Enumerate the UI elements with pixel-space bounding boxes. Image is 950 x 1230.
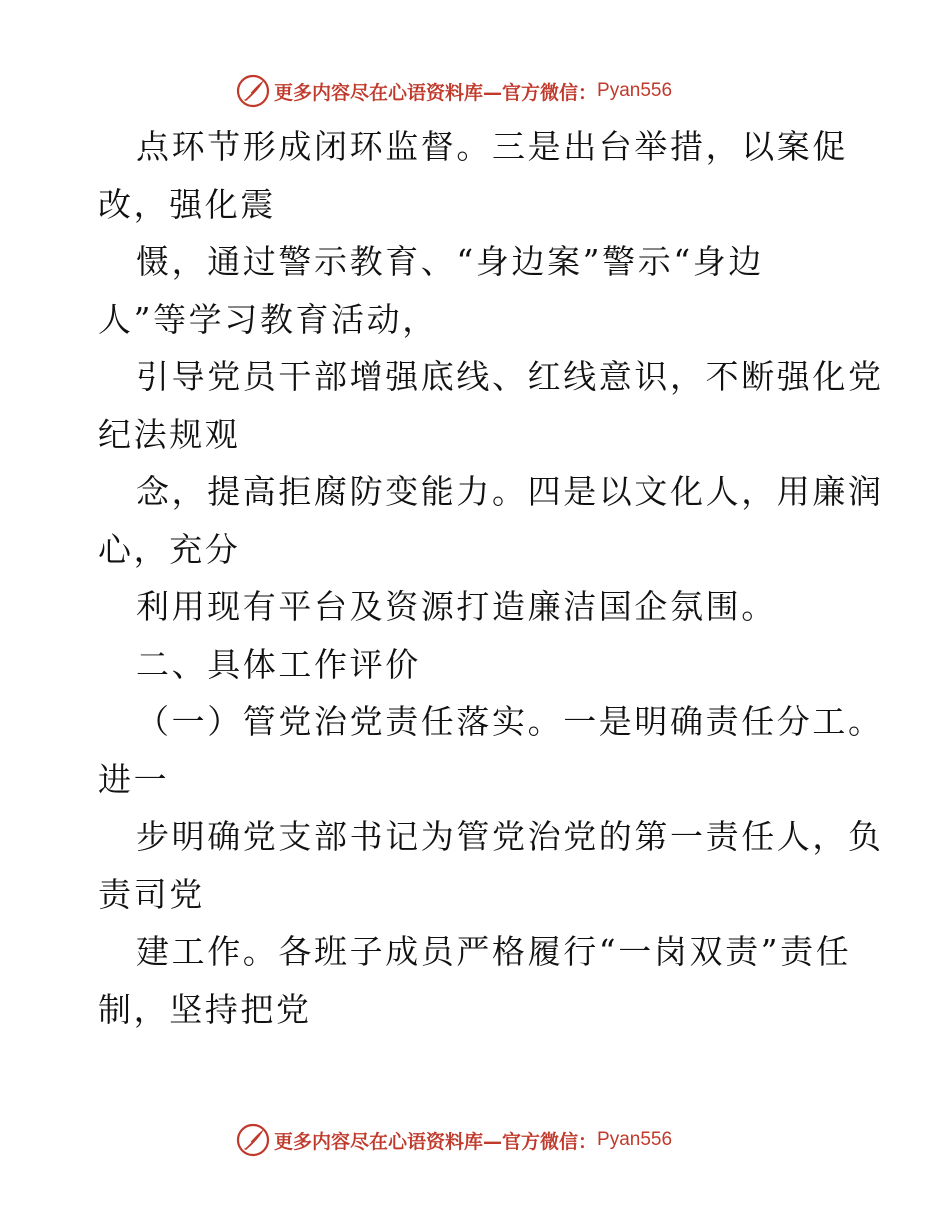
section-heading: 二、具体工作评价	[136, 644, 421, 684]
quill-logo-icon	[236, 1123, 270, 1157]
document-body	[98, 118, 884, 1038]
text-line: 点环节形成闭环监督。三是出台举措，以案促	[136, 127, 848, 166]
text-line: 念，提高拒腐防变能力。四是以文化人，用廉润	[136, 472, 884, 511]
watermark-wechat-id: Pyan556	[597, 1129, 673, 1150]
text-line: 引导党员干部增强底线、红线意识，不断强化党	[136, 357, 884, 396]
watermark-wechat-id: Pyan556	[597, 80, 673, 101]
text-line: 人”等学习教育活动，	[98, 299, 438, 339]
quill-logo-icon	[236, 74, 270, 108]
text-line: （一）管党治党责任落实。一是明确责任分工。	[136, 702, 884, 741]
text-line: 改，强化震	[98, 184, 276, 224]
text-line: 纪法规观	[98, 414, 241, 454]
text-line: 建工作。各班子成员严格履行“一岗双责”责任	[136, 932, 852, 971]
text-line: 慑，通过警示教育、“身边案”警示“身边	[136, 242, 765, 281]
watermark-text: 更多内容尽在心语资料库—官方微信：	[274, 1130, 598, 1153]
text-line: 进一	[98, 759, 170, 799]
text-line: 心，充分	[98, 529, 241, 569]
watermark-text: 更多内容尽在心语资料库—官方微信：	[274, 81, 598, 104]
text-line: 利用现有平台及资源打造廉洁国企氛围。	[136, 587, 777, 626]
text-line: 责司党	[98, 874, 205, 914]
header-watermark	[236, 74, 672, 108]
text-line: 制，坚持把党	[98, 989, 312, 1029]
footer-watermark	[236, 1123, 672, 1157]
text-line: 步明确党支部书记为管党治党的第一责任人，负	[136, 817, 884, 856]
